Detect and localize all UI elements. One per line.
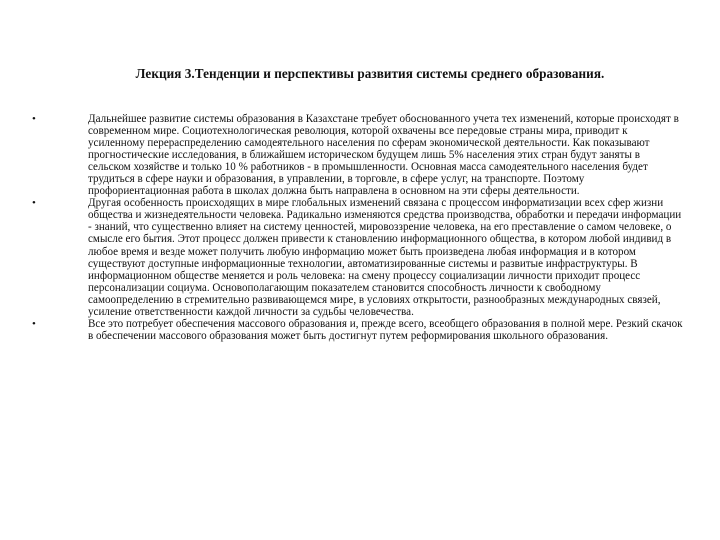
bullet-dot-icon: •: [32, 113, 36, 125]
bullet-text-2: Другая особенность происходящих в мире глобальных изменений связана с процессом информатизации всех сфер жизни общества и жизнедеятельности человека. Радикально изменяются средства производства, обработки и передачи информации - знаний, что существенно влияет на систему ценностей, мировоззрение человека, на его преставление о самом человеке, о смысле его бытия. Этот процесс должен привести к становлению информационного общества, в котором любой индивид в любое время и везде может получить любую информацию может быть произведена любая информация и в котором существуют доступные информационные технологии, автоматизированные системы и развитые инфраструктуры. В информационном обществе меняется и роль человека: на смену процессу социализации личности приходит процесс персонализации социума. Основополагающим показателем становится способность личности к свободному самоопределению в стремительно развивающемся мире, в условиях открытости, разнообразных международных связей, усиление ответственности каждой личности за судьбы человечества.: [88, 197, 682, 318]
bullet-item-3: [32, 318, 684, 342]
bullet-dot-icon: •: [32, 197, 36, 210]
bullet-item-1: [32, 113, 684, 197]
bullet-item-2: [32, 197, 684, 317]
slide-title: Лекция 3.Тенденции и перспективы развития системы среднего образования.: [135, 66, 605, 81]
bullet-list: [32, 113, 684, 342]
bullet-dot-icon: •: [32, 317, 36, 330]
bullet-text-3: Все это потребует обеспечения массового образования и, прежде всего, всеобщего образования в полной мере. Резкий скачок в обеспечении массового образования может быть достигнут путем реформирования школьного образования.: [88, 317, 683, 342]
bullet-text-1: Дальнейшее развитие системы образования в Казахстане требует обоснованного учета тех изменений, которые происходят в современном мире. Социотехнологическая революция, которой охвачены все передовые страны мира, приводит к усиленному перераспределению самодеятельного населения по сферам экономической деятельности. Как показывают прогностические исследования, в ближайшем историческом будущем лишь 5% населения этих стран будут заняты в сельском хозяйстве и только 10 % работников - в промышленности. Основная масса самодеятельного населения будет трудиться в сфере науки и образования, в управлении, в торговле, в сфере услуг, на транспорте. Поэтому профориентационная работа в школах должна быть направлена в основном на эти сферы деятельности.: [88, 113, 679, 198]
